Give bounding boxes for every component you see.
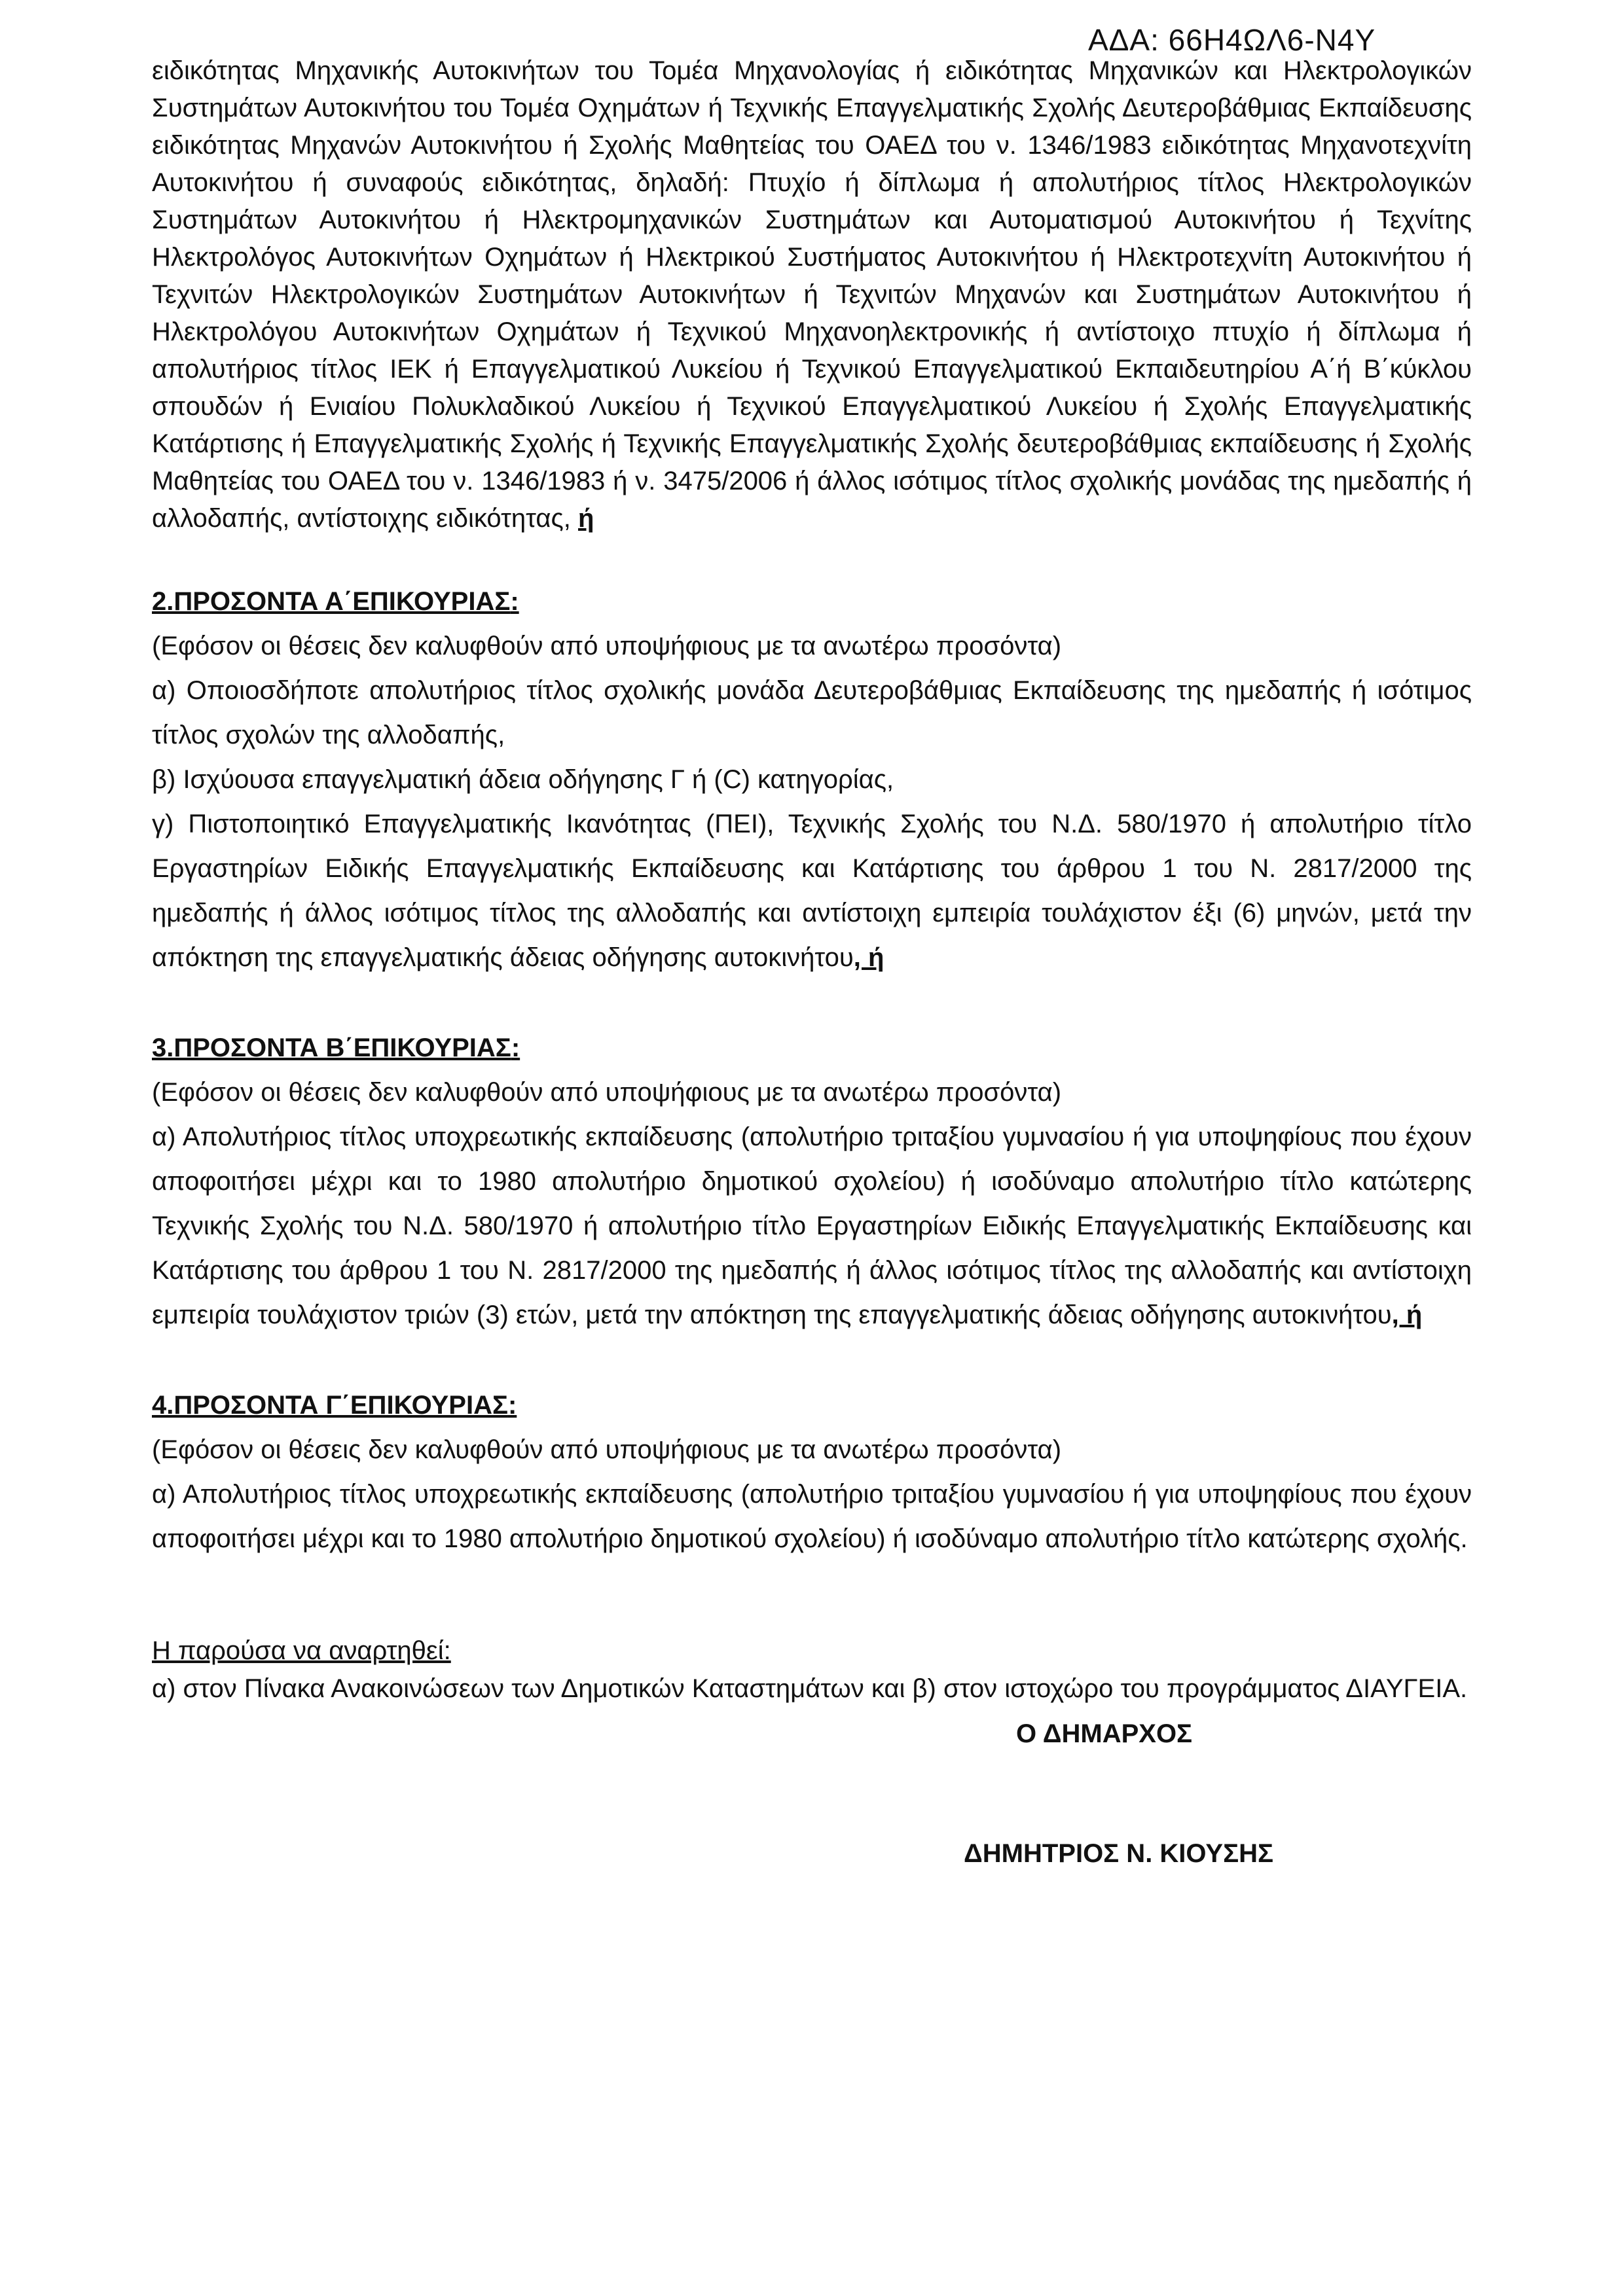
ada-code: ΑΔΑ: 66Η4ΩΛ6-Ν4Υ	[1088, 23, 1376, 57]
section-a-item-a: α) Οποιοσδήποτε απολυτήριος τίτλος σχολικής μονάδα Δευτεροβάθμιας Εκπαίδευσης της ημεδαπής ή ισότιμος τίτλος σχολών της αλλοδαπής,	[152, 676, 1472, 749]
section-a-or-marker: , ή	[853, 943, 884, 972]
intro-or-marker: ή	[578, 504, 594, 533]
section-a-heading-text: 2.ΠΡΟΣΟΝΤΑ Α΄ΕΠΙΚΟΥΡΙΑΣ	[152, 587, 511, 616]
section-b-note: (Εφόσον οι θέσεις δεν καλυφθούν από υποψήφιους με τα ανωτέρω προσόντα)	[152, 1078, 1062, 1107]
section-a-heading	[152, 579, 1472, 624]
document-body	[152, 52, 1472, 1873]
section-b-item-a-text: α) Απολυτήριος τίτλος υποχρεωτικής εκπαίδευσης (απολυτήριο τριταξίου γυμνασίου ή για υποψηφίους που έχουν αποφοιτήσει μέχρι και το 1980 απολυτήριο δημοτικού σχολείου) ή ισοδύναμο απολυτήριο τίτλο κατώτερης Τεχνικής Σχολής του Ν.Δ. 580/1970 ή απολυτήριο τίτλο Εργαστηρίων Ειδικής Επαγγελματικής Εκπαίδευσης και Κατάρτισης του άρθρου 1 του Ν. 2817/2000 της ημεδαπής ή άλλος ισότιμος τίτλος της αλλοδαπής και αντίστοιχη εμπειρία τουλάχιστον τριών (3) ετών, μετά την απόκτηση της επαγγελματικής άδειας οδήγησης αυτοκινήτου	[152, 1122, 1472, 1329]
section-a-item-c-text: γ) Πιστοποιητικό Επαγγελματικής Ικανότητας (ΠΕΙ), Τεχνικής Σχολής του Ν.Δ. 580/1970 ή απολυτήριο τίτλο Εργαστηρίων Ειδικής Επαγγελματικής Εκπαίδευσης και Κατάρτισης του άρθρου 1 του Ν. 2817/2000 της ημεδαπής ή άλλος ισότιμος τίτλος της αλλοδαπής και αντίστοιχη εμπειρία τουλάχιστον έξι (6) μηνών, μετά την απόκτηση της επαγγελματικής άδειας οδήγησης αυτοκινήτου	[152, 810, 1472, 972]
signature-role: Ο ΔΗΜΑΡΧΟΣ	[1016, 1719, 1193, 1748]
section-a-item-c	[152, 802, 1472, 980]
section-a-note: (Εφόσον οι θέσεις δεν καλυφθούν από υποψήφιους με τα ανωτέρω προσόντα)	[152, 632, 1062, 660]
section-c-note: (Εφόσον οι θέσεις δεν καλυφθούν από υποψήφιους με τα ανωτέρω προσόντα)	[152, 1435, 1062, 1464]
posting-text: α) στον Πίνακα Ανακοινώσεων των Δημοτικών Καταστημάτων και β) στον ιστοχώρο του προγράμματος ΔΙΑΥΓΕΙΑ.	[152, 1674, 1468, 1703]
section-b-or-marker: , ή	[1391, 1300, 1423, 1329]
intro-paragraph	[152, 52, 1472, 537]
section-c-heading-colon: :	[507, 1391, 517, 1420]
section-b-heading	[152, 1026, 1472, 1070]
section-c-heading-text: 4.ΠΡΟΣΟΝΤΑ Γ΄ΕΠΙΚΟΥΡΙΑΣ	[152, 1391, 508, 1420]
section-c-heading	[152, 1383, 1472, 1427]
section-a-heading-colon: :	[510, 587, 519, 616]
intro-text: ειδικότητας Μηχανικής Αυτοκινήτων του Τομέα Μηχανολογίας ή ειδικότητας Μηχανικών και Ηλεκτρολογικών Συστημάτων Αυτοκινήτου του Τομέα Οχημάτων ή Τεχνικής Επαγγελματικής Σχολής Δευτεροβάθμιας Εκπαίδευσης ειδικότητας Μηχανών Αυτοκινήτου ή Σχολής Μαθητείας του ΟΑΕΔ του ν. 1346/1983 ειδικότητας Μηχανοτεχνίτη Αυτοκινήτου ή συναφούς ειδικότητας, δηλαδή: Πτυχίο ή δίπλωμα ή απολυτήριος τίτλος Ηλεκτρολογικών Συστημάτων Αυτοκινήτου ή Ηλεκτρομηχανικών Συστημάτων και Αυτοματισμού Αυτοκινήτου ή Τεχνίτης Ηλεκτρολόγος Αυτοκινήτων Οχημάτων ή Ηλεκτρικού Συστήματος Αυτοκινήτου ή Ηλεκτροτεχνίτη Αυτοκινήτου ή Τεχνιτών Ηλεκτρολογικών Συστημάτων Αυτοκινήτων ή Τεχνιτών Μηχανών και Συστημάτων Αυτοκινήτου ή Ηλεκτρολόγου Αυτοκινήτων Οχημάτων ή Τεχνικού Μηχανοηλεκτρονικής ή αντίστοιχο πτυχίο ή δίπλωμα ή απολυτήριος τίτλος ΙΕΚ ή Επαγγελματικού Λυκείου ή Τεχνικού Επαγγελματικού Εκπαιδευτηρίου Α΄ή Β΄κύκλου σπουδών ή Ενιαίου Πολυκλαδικού Λυκείου ή Τεχνικού Επαγγελματικού Λυκείου ή Σχολής Επαγγελματικής Κατάρτισης ή Επαγγελματικής Σχολής ή Τεχνικής Επαγγελματικής Σχολής δευτεροβάθμιας εκπαίδευσης ή Σχολής Μαθητείας του ΟΑΕΔ του ν. 1346/1983 ή ν. 3475/2006 ή άλλος ισότιμος τίτλος σχολικής μονάδας της ημεδαπής ή αλλοδαπής, αντίστοιχης ειδικότητας,	[152, 56, 1472, 533]
section-b-heading-colon: :	[511, 1033, 520, 1062]
posting-title: Η παρούσα να αναρτηθεί:	[152, 1636, 451, 1665]
section-a-item-b: β) Ισχύουσα επαγγελματική άδεια οδήγησης Γ ή (C) κατηγορίας,	[152, 765, 894, 794]
section-c-item-a: α) Απολυτήριος τίτλος υποχρεωτικής εκπαίδευσης (απολυτήριο τριταξίου γυμνασίου ή για υποψηφίους που έχουν αποφοιτήσει μέχρι και το 1980 απολυτήριο δημοτικού σχολείου) ή ισοδύναμο απολυτήριο τίτλο κατώτερης σχολής.	[152, 1480, 1472, 1553]
section-b-heading-text: 3.ΠΡΟΣΟΝΤΑ Β΄ΕΠΙΚΟΥΡΙΑΣ	[152, 1033, 511, 1062]
signature-name: ΔΗΜΗΤΡΙΟΣ Ν. ΚΙΟΥΣΗΣ	[964, 1839, 1273, 1868]
section-b-item-a	[152, 1115, 1472, 1337]
